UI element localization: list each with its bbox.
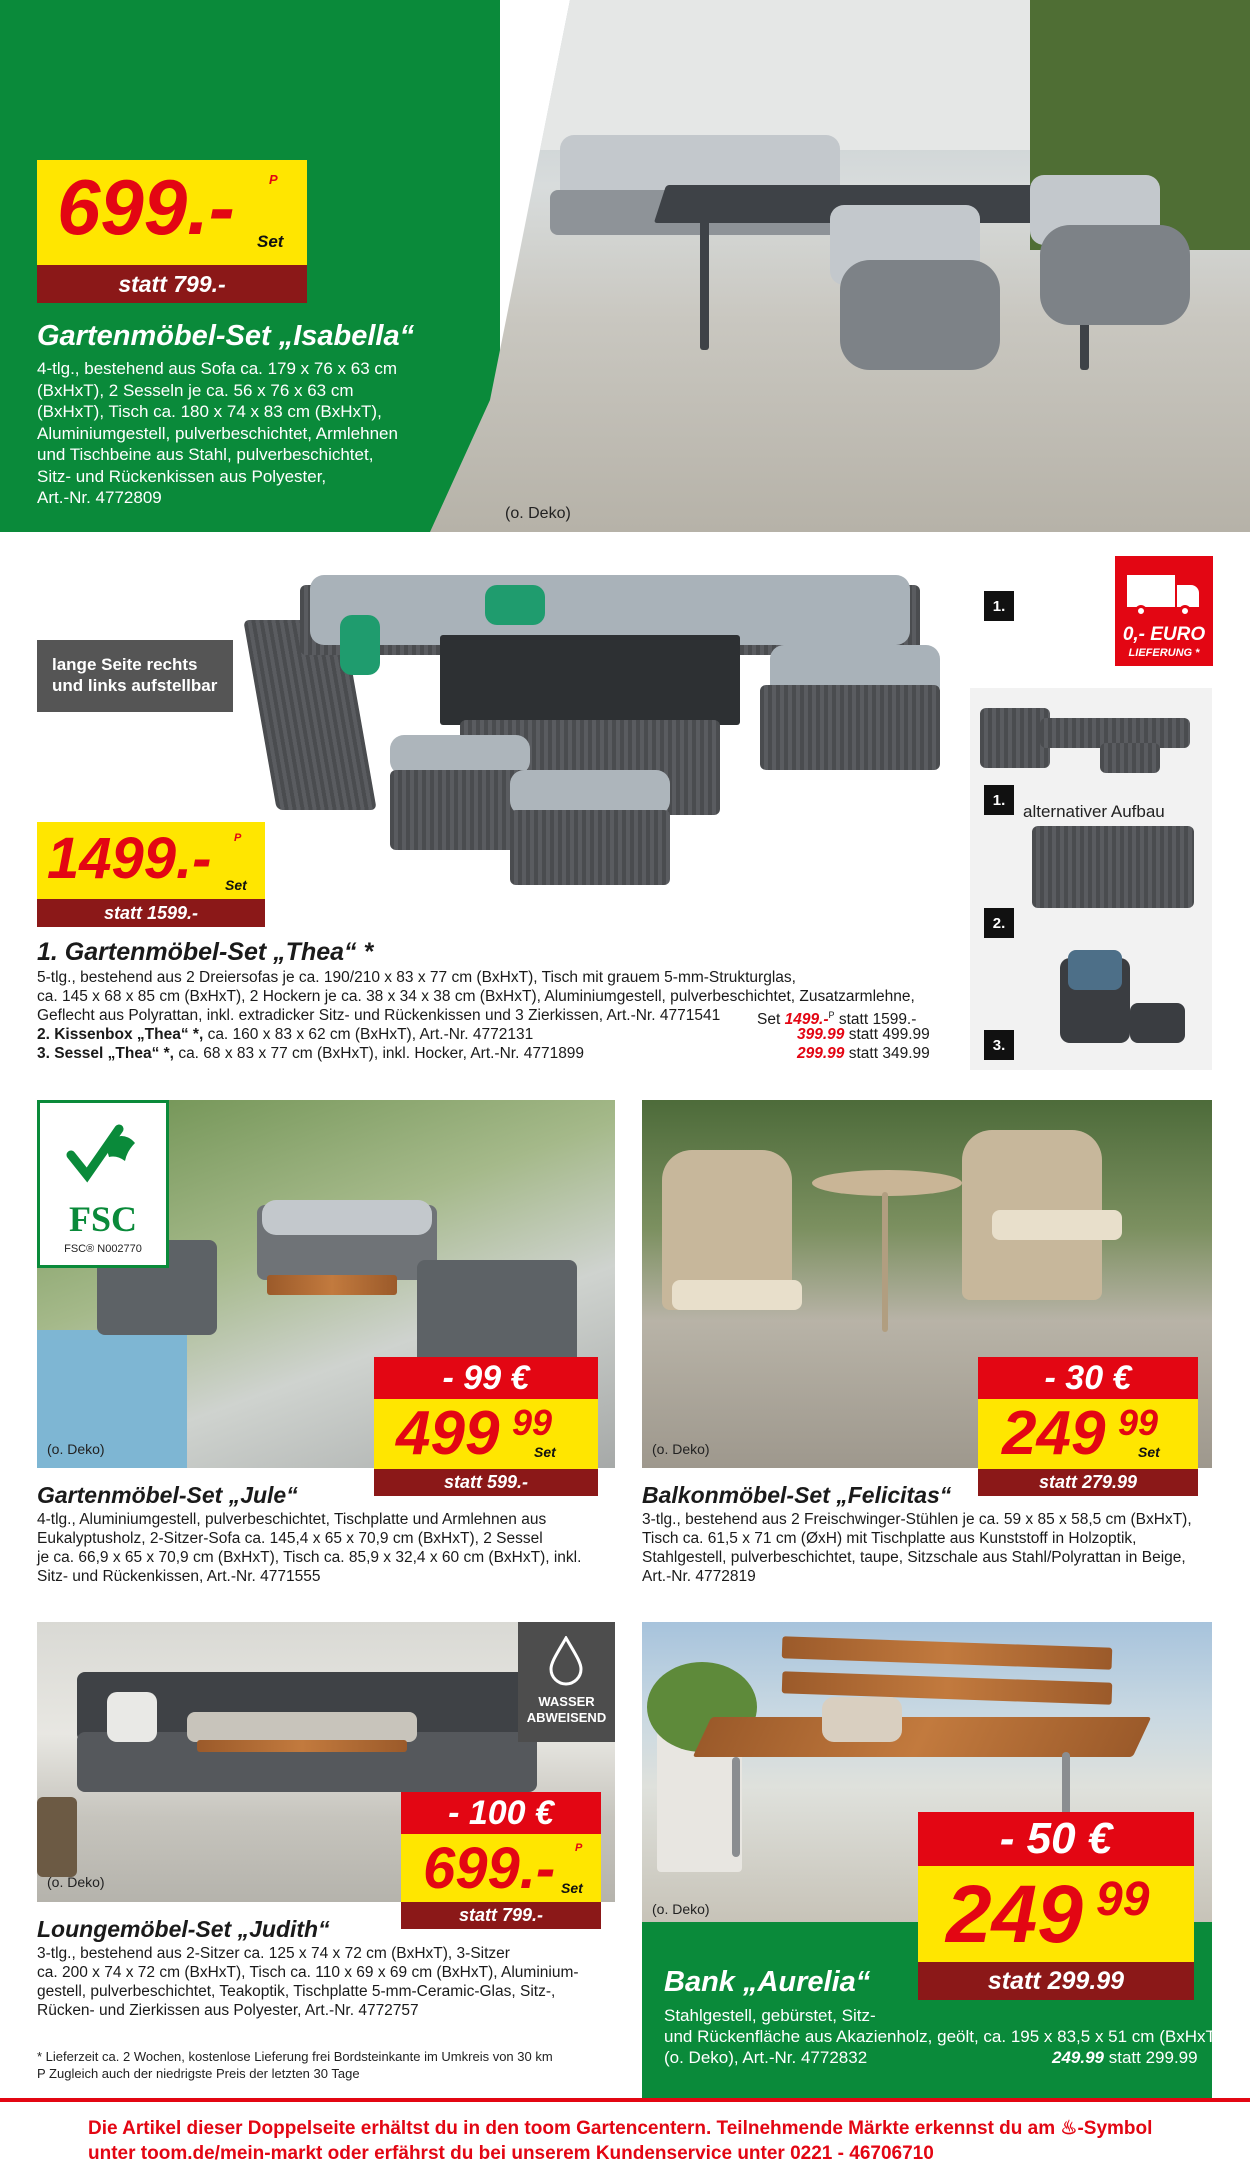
- felicitas-desc: [642, 1510, 1232, 1586]
- thea-title: 1. Gartenmöbel-Set „Thea“ *: [37, 938, 374, 966]
- aurelia-small-statt: statt 299.99: [1108, 2048, 1198, 2067]
- stool-base: [390, 770, 530, 850]
- item-2: [37, 1025, 957, 1044]
- isabella-desc: [37, 358, 398, 509]
- desc-line: und Rückenfläche aus Akazienholz, geölt, ca. 195 x 83,5 x 51 cm (BxHxT): [664, 2027, 1222, 2046]
- desc-line: und Tischbeine aus Stahl, pulverbeschichtet,: [37, 445, 374, 464]
- desc-line: Stahlgestell, gebürstet, Sitz-: [664, 2006, 876, 2025]
- jule-cushion: [262, 1200, 432, 1235]
- delivery-text-2: LIEFERUNG *: [1128, 647, 1200, 659]
- delivery-badge: [1115, 556, 1213, 666]
- desc-line: Stahlgestell, pulverbeschichtet, taupe, Sitzschale aus Stahl/Polyrattan in Beige,: [642, 1549, 1186, 1566]
- judith-desc: [37, 1944, 627, 2020]
- desc-line: ca. 145 x 68 x 85 cm (BxHxT), 2 Hockern je ca. 38 x 34 x 38 cm (BxHxT), Aluminiumgestell, pulverbeschichtet, Zusatzarmlehne,: [37, 988, 915, 1005]
- thea-price-p: P: [234, 832, 242, 844]
- number-badge-1b: 1.: [984, 785, 1014, 815]
- footnote-price: P Zugleich auch der niedrigste Preis der letzten 30 Tage: [37, 2066, 360, 2081]
- item2-price: 399.99: [797, 1026, 845, 1043]
- desc-line: Sitz- und Rückenkissen aus Polyester,: [37, 466, 327, 486]
- felicitas-seat-2: [992, 1210, 1122, 1240]
- judith-price: 699.-: [423, 1836, 556, 1901]
- felicitas-title: Balkonmöbel-Set „Felicitas“: [642, 1482, 952, 1508]
- isabella-title: Gartenmöbel-Set „Isabella“: [37, 320, 415, 352]
- jule-title: Gartenmöbel-Set „Jule“: [37, 1482, 298, 1508]
- desc-text: Geflecht aus Polyrattan, inkl. extradicker Sitz- und Rückenkissen und 3 Zierkissen, Art.-Nr. 4771541: [37, 1007, 721, 1024]
- house-wall: [520, 0, 1040, 150]
- thea-photo: [240, 555, 980, 885]
- thea-table: [440, 635, 740, 725]
- jule-price-int: 499: [396, 1399, 500, 1468]
- item2-statt: statt 499.99: [848, 1026, 930, 1043]
- armchair-cushion: [1068, 950, 1122, 990]
- bench-seat: [693, 1717, 1152, 1757]
- bench-back: [782, 1636, 1113, 1670]
- judith-deko: (o. Deko): [47, 1874, 105, 1890]
- desc-line: Sitz- und Rückenkissen, Art.-Nr. 4771555: [37, 1568, 321, 1585]
- desc-line: ca. 200 x 74 x 72 cm (BxHxT), Tisch ca. 110 x 69 x 69 cm (BxHxT), Aluminium-: [37, 1964, 579, 1981]
- water-drop-icon: [548, 1636, 584, 1686]
- judith-price-tag: [401, 1834, 601, 1902]
- thea-price: 1499.-: [47, 826, 212, 891]
- footer: [88, 2116, 1152, 2166]
- number-badge-1: 1.: [984, 591, 1014, 621]
- jule-desc: [37, 1510, 627, 1586]
- desc-line: [37, 1006, 957, 1029]
- bench-leg: [732, 1757, 740, 1857]
- jule-price-set: Set: [534, 1444, 556, 1460]
- felicitas-price-dec: 99: [1118, 1402, 1159, 1443]
- stool-cushion: [390, 735, 530, 775]
- fsc-logo: [37, 1100, 169, 1268]
- item3-price-group: [797, 1044, 930, 1063]
- desc-line: (BxHxT), Tisch ca. 180 x 74 x 83 cm (BxHxT),: [37, 402, 382, 421]
- aurelia-price-dec: 99: [1096, 1873, 1150, 1926]
- item2-label: 2. Kissenbox „Thea“ *,: [37, 1026, 204, 1043]
- aurelia-title: Bank „Aurelia“: [664, 1966, 871, 1998]
- set-statt: statt 1599.-: [838, 1011, 917, 1029]
- isabella-price-set: Set: [257, 232, 284, 251]
- felicitas-statt: statt 279.99: [978, 1469, 1198, 1496]
- desc-line: 5-tlg., bestehend aus 2 Dreiersofas je ca. 190/210 x 83 x 77 cm (BxHxT), Tisch mit grauem 5-mm-Strukturglas,: [37, 969, 796, 986]
- set-price: 1499.-: [784, 1011, 829, 1029]
- felicitas-price-set: Set: [1138, 1444, 1160, 1460]
- judith-table-top: [187, 1712, 417, 1742]
- isabella-photo: [430, 0, 1250, 532]
- felicitas-price-int: 249: [1002, 1399, 1106, 1468]
- aurelia-small-price: 249.99: [1052, 2048, 1104, 2067]
- aurelia-small-price-group: [1052, 2047, 1198, 2068]
- isabella-price: 699.-: [57, 163, 235, 251]
- item3-price: 299.99: [797, 1045, 845, 1062]
- isabella-deko: (o. Deko): [505, 505, 571, 522]
- judith-price-set: Set: [561, 1880, 583, 1896]
- desc-line: Tisch ca. 61,5 x 71 cm (ØxH) mit Tischplatte aus Kunststoff in Holzoptik,: [642, 1530, 1137, 1547]
- jule-discount: - 99 €: [374, 1357, 598, 1399]
- lantern: [37, 1797, 77, 1877]
- judith-price-p: P: [575, 1842, 583, 1854]
- felicitas-discount: - 30 €: [978, 1357, 1198, 1399]
- felicitas-seat: [672, 1280, 802, 1310]
- fsc-code: FSC® N002770: [64, 1243, 142, 1255]
- desc-line: Aluminiumgestell, pulverbeschichtet, Armlehnen: [37, 423, 398, 443]
- footer-line-1: Die Artikel dieser Doppelseite erhältst du in den toom Gartencentern. Teilnehmende Märkte erkennst du am ♨-Symbol: [88, 2118, 1153, 2139]
- bench-pillow: [822, 1697, 902, 1742]
- felicitas-price-tag: [978, 1399, 1198, 1469]
- stool-base: [510, 810, 670, 885]
- water-badge: [518, 1622, 615, 1742]
- desc-line: Eukalyptusholz, 2-Sitzer-Sofa ca. 145,4 x 65 x 70,9 cm (BxHxT), 2 Sessel: [37, 1530, 543, 1547]
- leaf-pillow: [340, 615, 380, 675]
- footnotes: [37, 2048, 553, 2082]
- felicitas-table-leg: [882, 1192, 888, 1332]
- desc-line: 4-tlg., bestehend aus Sofa ca. 179 x 76 x 63 cm: [37, 359, 398, 378]
- number-badge-3: 3.: [984, 1030, 1014, 1060]
- judith-pillow: [107, 1692, 157, 1742]
- aurelia-price-tag: [918, 1866, 1194, 1962]
- jule-table: [267, 1275, 397, 1295]
- desc-line: [664, 2047, 1224, 2068]
- desc-line: 3-tlg., bestehend aus 2 Freischwinger-Stühlen je ca. 59 x 85 x 58,5 cm (BxHxT),: [642, 1511, 1192, 1528]
- desc-text: (o. Deko), Art.-Nr. 4772832: [664, 2048, 868, 2067]
- jule-statt: statt 599.-: [374, 1469, 598, 1496]
- badge-line: und links aufstellbar: [52, 676, 218, 695]
- stool-cushion: [510, 770, 670, 815]
- jule-price-tag: [374, 1399, 598, 1469]
- item-3: [37, 1044, 957, 1063]
- thea-info-badge: [37, 640, 233, 712]
- desc-line: (BxHxT), 2 Sesseln je ca. 56 x 76 x 63 cm: [37, 380, 354, 400]
- judith-table-frame: [197, 1740, 407, 1752]
- price-p: P: [828, 1010, 835, 1020]
- judith-statt: statt 799.-: [401, 1902, 601, 1929]
- desc-line: Art.-Nr. 4772809: [37, 488, 162, 507]
- desc-line: 3-tlg., bestehend aus 2-Sitzer ca. 125 x 74 x 72 cm (BxHxT), 3-Sitzer: [37, 1945, 510, 1962]
- footnote-delivery: * Lieferzeit ca. 2 Wochen, kostenlose Lieferung frei Bordsteinkante im Umkreis von 30 km: [37, 2049, 553, 2064]
- fsc-text: FSC: [68, 1199, 137, 1239]
- isabella-statt: statt 799.-: [37, 265, 307, 303]
- jule-armchair-2: [417, 1260, 577, 1370]
- aurelia-discount: - 50 €: [918, 1812, 1194, 1866]
- sofa-right-base: [760, 685, 940, 770]
- judith-title: Loungemöbel-Set „Judith“: [37, 1916, 330, 1942]
- aurelia-deko: (o. Deko): [652, 1901, 710, 1917]
- tree-check-icon: [65, 1121, 141, 1191]
- isabella-price-p: P: [269, 172, 278, 187]
- isabella-price-tag: [37, 160, 307, 265]
- armchair-body-2: [1040, 225, 1190, 325]
- desc-line: Rücken- und Zierkissen aus Polyester, Art.-Nr. 4772757: [37, 2002, 419, 2019]
- delivery-text: 0,- EURO: [1122, 624, 1206, 645]
- alt-stools: [1100, 743, 1160, 773]
- armchair-body: [840, 260, 1000, 370]
- thea-price-set: Set: [225, 877, 247, 893]
- leaf-pillow: [485, 585, 545, 625]
- truck-icon: [1127, 571, 1197, 617]
- item3-statt: statt 349.99: [848, 1045, 930, 1062]
- desc-line: je ca. 66,9 x 65 x 70,9 cm (BxHxT), Tisch ca. 85,9 x 32,4 x 60 cm (BxHxT), inkl.: [37, 1549, 582, 1566]
- jule-deko: (o. Deko): [47, 1441, 105, 1457]
- table-leg: [700, 220, 709, 350]
- number-badge-2: 2.: [984, 908, 1014, 938]
- thea-statt: statt 1599.-: [37, 899, 265, 927]
- item3-label: 3. Sessel „Thea“ *,: [37, 1045, 174, 1062]
- thea-side-panel: [970, 688, 1212, 1070]
- aurelia-price-int: 249: [946, 1869, 1083, 1960]
- desc-line: gestell, pulverbeschichtet, Teakoptik, Tischplatte 5-mm-Ceramic-Glas, Sitz-,: [37, 1983, 556, 2000]
- water-text: WASSER: [538, 1694, 595, 1709]
- aurelia-desc: [664, 2005, 1224, 2068]
- water-text-2: ABWEISEND: [526, 1710, 607, 1725]
- item3-text: ca. 68 x 83 x 77 cm (BxHxT), inkl. Hocker, Art.-Nr. 4771899: [178, 1045, 585, 1062]
- item2-text: ca. 160 x 83 x 62 cm (BxHxT), Art.-Nr. 4772131: [207, 1026, 534, 1043]
- thea-desc: [37, 968, 957, 1063]
- alt-text: alternativer Aufbau: [1023, 802, 1165, 821]
- judith-discount: - 100 €: [401, 1792, 601, 1834]
- hocker: [1130, 1003, 1185, 1043]
- desc-line: 4-tlg., Aluminiumgestell, pulverbeschichtet, Tischplatte und Armlehnen aus: [37, 1511, 547, 1528]
- thea-price-tag: [37, 822, 265, 899]
- footer-divider: [0, 2098, 1250, 2102]
- footer-line-2: unter toom.de/mein-markt oder erfährst du bei unserem Kundenservice unter 0221 - 46706710: [88, 2143, 934, 2164]
- badge-line: lange Seite rechts: [52, 655, 198, 674]
- felicitas-deko: (o. Deko): [652, 1441, 710, 1457]
- set-label: Set: [757, 1011, 781, 1029]
- aurelia-statt: statt 299.99: [918, 1962, 1194, 2000]
- kissenbox: [1032, 826, 1194, 908]
- item2-price-group: [797, 1025, 930, 1044]
- desc-line: Art.-Nr. 4772819: [642, 1568, 756, 1585]
- jule-price-dec: 99: [512, 1402, 553, 1443]
